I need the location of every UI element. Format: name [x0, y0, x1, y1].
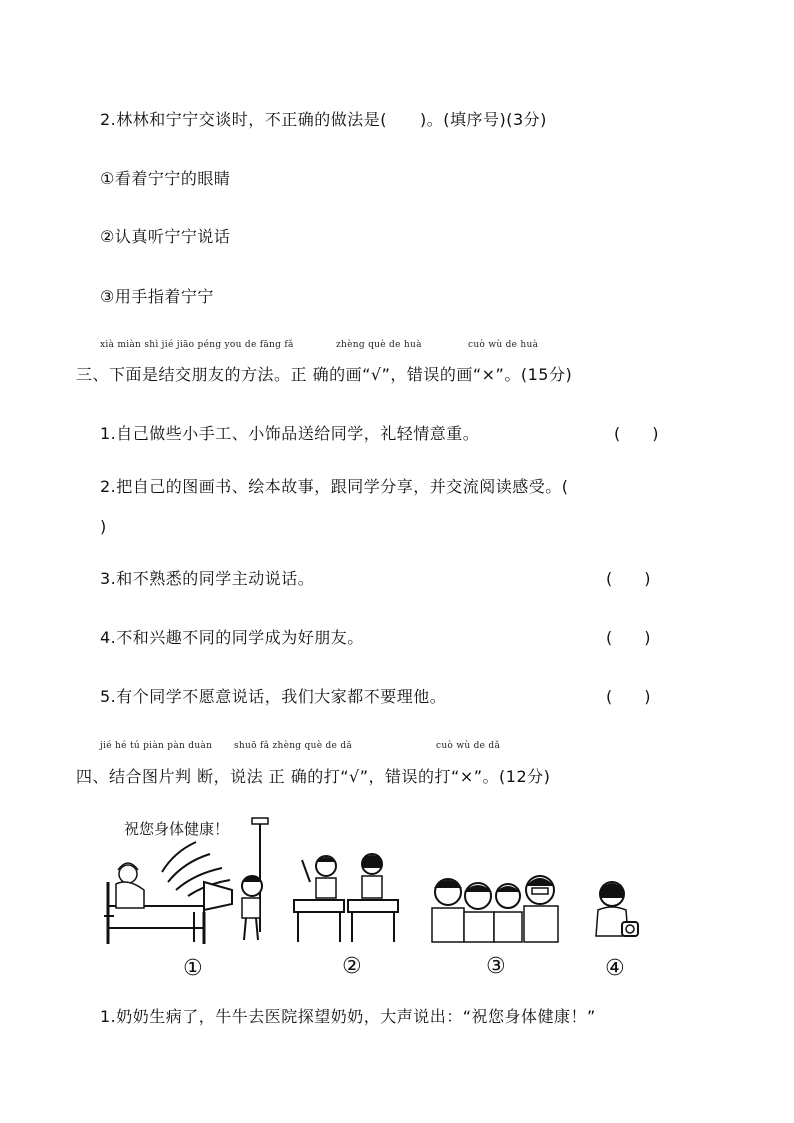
answer-paren-4[interactable]: ( ) — [606, 628, 651, 647]
figure-1-drawing — [104, 812, 274, 952]
section-3-item-2: 2.把自己的图画书、绘本故事，跟同学分享，并交流阅读感受。( — [100, 477, 569, 496]
figure-2-classroom — [290, 848, 402, 946]
answer-paren-1[interactable]: ( ) — [614, 424, 659, 443]
section-3-title: 三、下面是结交朋友的方法。正 确的画“√”，错误的画“×”。(15分) — [76, 365, 573, 384]
section-4-pinyin-3: cuò wù de dǎ — [436, 741, 501, 751]
figure-3-drawing — [428, 868, 562, 946]
figure-1-caption: 祝您身体健康！ — [124, 820, 230, 838]
section-3-item-5: 5.有个同学不愿意说话，我们大家都不要理他。 — [100, 687, 447, 706]
section-4-pinyin-1: jié hé tú piàn pàn duàn — [100, 741, 213, 751]
section-3-pinyin-2: zhèng què de huà — [336, 340, 422, 350]
figure-2-drawing — [290, 848, 402, 946]
figure-3-number: ③ — [486, 954, 506, 979]
option-3: ③用手指着宁宁 — [100, 287, 214, 306]
section-4-pinyin-2: shuō fǎ zhèng què de dǎ — [234, 741, 353, 751]
figure-2-number: ② — [342, 954, 362, 979]
section-3-item-1: 1.自己做些小手工、小饰品送给同学，礼轻情意重。 — [100, 424, 480, 443]
figure-4-number: ④ — [605, 956, 625, 981]
section-3-pinyin-3: cuò wù de huà — [468, 340, 539, 350]
figure-1-number: ① — [183, 956, 203, 981]
answer-paren-5[interactable]: ( ) — [606, 687, 651, 706]
section-4-item-1: 1.奶奶生病了，牛牛去医院探望奶奶，大声说出：“祝您身体健康！” — [100, 1007, 596, 1026]
answer-paren-3[interactable]: ( ) — [606, 569, 651, 588]
figure-3-friends-group — [428, 868, 562, 946]
option-2: ②认真听宁宁说话 — [100, 227, 231, 246]
section-3-item-4: 4.不和兴趣不同的同学成为好朋友。 — [100, 628, 364, 647]
section-3-pinyin-1: xià miàn shì jié jiāo péng you de fāng fǎ — [100, 340, 294, 350]
section-3-item-2-cont[interactable]: ) — [100, 517, 107, 536]
figure-4-drawing — [588, 876, 640, 946]
option-1: ①看着宁宁的眼睛 — [100, 169, 231, 188]
figure-1-hospital-visit — [104, 812, 274, 952]
question-2-text: 2.林林和宁宁交谈时，不正确的做法是( )。(填序号)(3分) — [100, 110, 547, 129]
section-3-item-3: 3.和不熟悉的同学主动说话。 — [100, 569, 315, 588]
section-4-title: 四、结合图片判 断，说法 正 确的打“√”，错误的打“×”。(12分) — [76, 767, 551, 786]
figure-4-girl-on-phone — [588, 876, 640, 946]
